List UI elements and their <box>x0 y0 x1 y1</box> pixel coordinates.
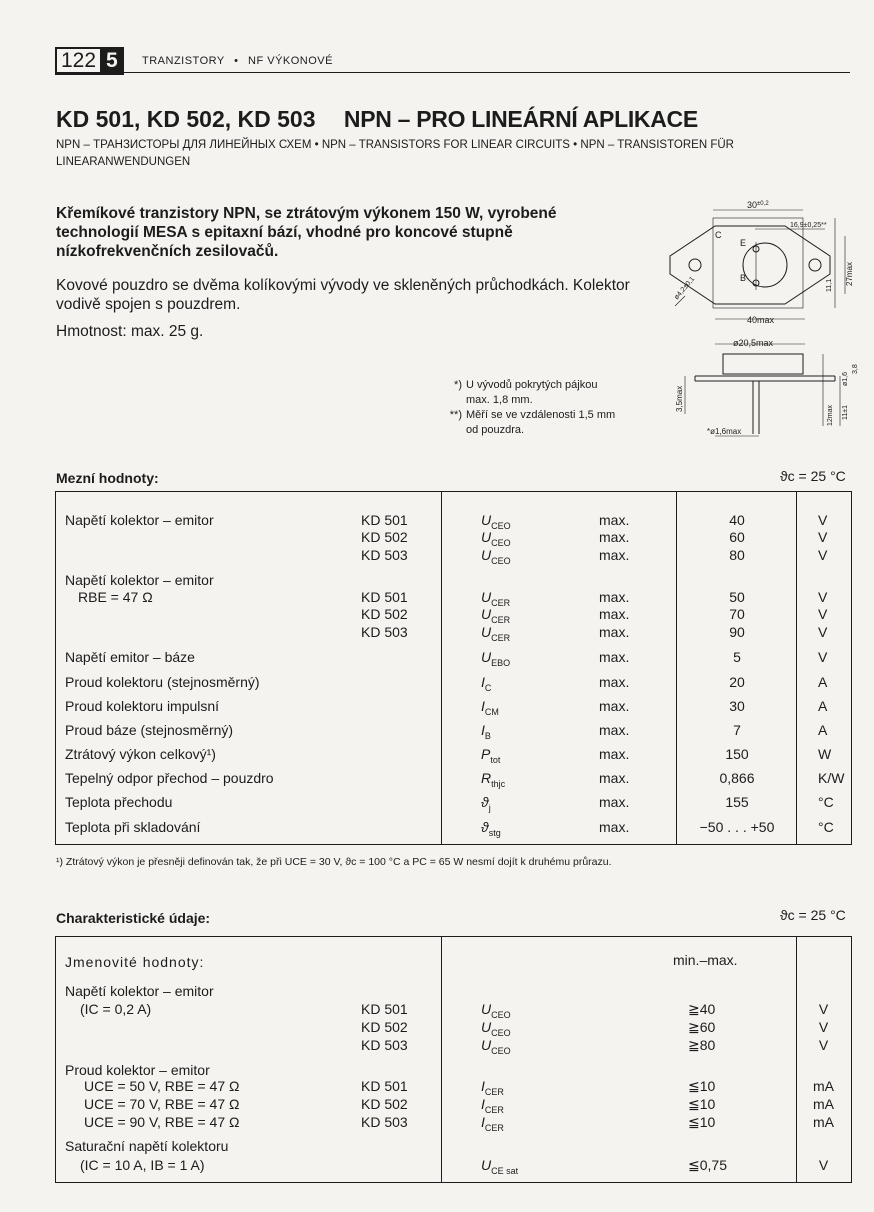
limits-row-6-limit: max. <box>599 624 630 640</box>
page-number: 122 <box>57 49 102 73</box>
limits-row-14-desc: Teplota při skladování <box>65 819 201 835</box>
limits-table <box>55 491 852 845</box>
limits-row-5-limit: max. <box>599 606 630 622</box>
char-row-3-value: ≧80 <box>688 1037 716 1053</box>
char-row-6-symbol-letter: I <box>481 1096 485 1112</box>
limits-row-9-value: 30 <box>729 698 745 714</box>
limits-row-5-value: 70 <box>729 606 745 622</box>
char-row-1-value: ≧40 <box>688 1001 716 1017</box>
char-row-5-unit: mA <box>813 1078 834 1094</box>
char-row-1-symbol-subscript: CEO <box>491 1009 511 1020</box>
limits-row-8-limit: max. <box>599 674 630 690</box>
dim-hole: ø4,2±0,1 <box>673 275 697 302</box>
limits-row-4-value: 50 <box>729 589 745 605</box>
section-number: 5 <box>102 49 122 73</box>
limits-row-5-unit: V <box>818 606 828 622</box>
char-row-5-value: ≦10 <box>688 1078 716 1094</box>
dim-side-right-3: ø1,6 <box>842 371 849 386</box>
limits-row-13-symbol-letter: ϑ <box>481 794 489 810</box>
char-row-7-symbol <box>481 1113 504 1137</box>
char-row-2-value: ≧60 <box>688 1019 716 1035</box>
limits-row-12-symbol-subscript: thjc <box>491 778 506 789</box>
limits-row-5-symbol-subscript: CER <box>491 614 511 625</box>
dim-height-right-2: 27max <box>845 261 854 286</box>
char-row-3-symbol <box>481 1036 511 1060</box>
char-row-2-symbol-subscript: CEO <box>491 1027 511 1038</box>
limits-row-1-limit: max. <box>599 529 630 545</box>
limits-row-2-symbol-subscript: CEO <box>491 555 511 566</box>
limits-row-13-symbol <box>481 793 491 817</box>
limits-row-13-unit: °C <box>818 794 834 810</box>
limits-row-9-symbol-letter: I <box>481 698 485 714</box>
limits-row-7-limit: max. <box>599 649 630 665</box>
dim-side-height: 3,5max <box>675 385 684 412</box>
limits-row-8-symbol-letter: I <box>481 674 485 690</box>
limits-row-11-symbol-subscript: tot <box>490 754 501 765</box>
running-head <box>142 55 333 67</box>
limits-row-13-symbol-subscript: j <box>488 802 491 813</box>
dim-side-width: ø20,5max <box>733 338 774 348</box>
char-row-9-desc: (IC = 10 A, IB = 1 A) <box>80 1157 205 1173</box>
dim-length: 40max <box>747 315 775 325</box>
char-row-1-symbol-letter: U <box>481 1001 492 1017</box>
limits-row-10-symbol <box>481 721 491 745</box>
title-type: NPN – PRO LINEÁRNÍ APLIKACE <box>343 106 698 132</box>
label-emitter: E <box>740 238 747 248</box>
limits-row-1-symbol-subscript: CEO <box>491 537 511 548</box>
limits-row-4-symbol-subscript: CER <box>491 597 511 608</box>
page-title <box>56 106 698 133</box>
char-row-6-model: KD 502 <box>361 1096 408 1112</box>
limits-row-11-symbol-letter: P <box>481 746 491 762</box>
char-row-2-model: KD 502 <box>361 1019 408 1035</box>
limits-row-6-unit: V <box>818 624 828 640</box>
char-row-7-value: ≦10 <box>688 1114 716 1130</box>
limits-row-14-symbol <box>481 818 501 842</box>
dim-side-right-2: 11±1 <box>842 404 849 420</box>
limits-condition: ϑc = 25 °C <box>780 468 846 484</box>
limits-row-12-desc: Tepelný odpor přechod – pouzdro <box>65 770 274 786</box>
limits-row-2-value: 80 <box>729 547 745 563</box>
limits-row-2-symbol <box>481 546 511 570</box>
nominal-values-label: Jmenovité hodnoty: <box>65 954 205 970</box>
limits-row-13-value: 155 <box>725 794 749 810</box>
note-2 <box>448 408 623 438</box>
limits-row-9-desc: Proud kolektoru impulsní <box>65 698 220 714</box>
char-row-3-symbol-letter: U <box>481 1037 492 1053</box>
package-outline-drawing <box>655 196 860 446</box>
lead-text: Křemíkové tranzistory NPN, se ztrátovým výkonem 150 W, vyrobené technologií MESA s epitaxní bází, vhodné pro koncové stupně nízkofrekvenčních zesilovačů. <box>56 205 557 260</box>
char-row-5-model: KD 501 <box>361 1078 408 1094</box>
limits-row-0-limit: max. <box>599 512 630 528</box>
limits-row-10-value: 7 <box>733 722 741 738</box>
limits-row-6-value: 90 <box>729 624 745 640</box>
limits-row-9-unit: A <box>818 698 828 714</box>
mount-hole-right <box>809 259 821 271</box>
limits-row-4-model: KD 501 <box>361 589 408 605</box>
header-rule <box>55 72 850 73</box>
char-row-7-symbol-letter: I <box>481 1114 485 1130</box>
mass-text: Hmotnost: max. 25 g. <box>56 323 204 340</box>
note-2-text: Měří se ve vzdálenosti 1,5 mm od pouzdra. <box>466 409 616 436</box>
limits-row-14-symbol-letter: ϑ <box>481 819 489 835</box>
running-head-right: NF VÝKONOVÉ <box>248 55 333 67</box>
limits-row-0-desc: Napětí kolektor – emitor <box>65 512 214 528</box>
char-row-1-model: KD 501 <box>361 1001 408 1017</box>
char-row-7-symbol-subscript: CER <box>484 1122 504 1133</box>
title-models: KD 501, KD 502, KD 503 <box>56 106 316 132</box>
limits-row-8-value: 20 <box>729 674 745 690</box>
limits-row-7-value: 5 <box>733 649 741 665</box>
limits-row-5-symbol-letter: U <box>481 606 492 622</box>
char-row-4-desc: Proud kolektor – emitor <box>65 1062 210 1078</box>
limits-row-8-desc: Proud kolektoru (stejnosměrný) <box>65 674 260 690</box>
limits-footnote: ¹) Ztrátový výkon je přesněji definován tak, že při UCE = 30 V, ϑc = 100 °C a PC = 65 W nesmí dojít k druhému průrazu. <box>56 856 612 868</box>
limits-row-7-unit: V <box>818 649 828 665</box>
limits-row-12-limit: max. <box>599 770 630 786</box>
limits-row-0-symbol-subscript: CEO <box>491 520 511 531</box>
top-view-can-circle <box>743 243 787 287</box>
limits-row-12-unit: K/W <box>818 770 845 786</box>
char-row-0-desc: Napětí kolektor – emitor <box>65 983 214 999</box>
limits-row-14-value: −50 . . . +50 <box>699 819 775 835</box>
char-row-6-value: ≦10 <box>688 1096 716 1112</box>
limits-row-6-symbol-subscript: CER <box>491 632 511 643</box>
char-row-9-value: ≦0,75 <box>688 1157 727 1173</box>
dim-side-right-4: 3,8 <box>852 364 859 374</box>
limits-row-4-symbol-letter: U <box>481 589 492 605</box>
limits-row-9-symbol <box>481 697 499 721</box>
limits-row-1-value: 60 <box>729 529 745 545</box>
char-row-8-desc: Saturační napětí kolektoru <box>65 1138 229 1154</box>
page-number-box <box>55 47 124 75</box>
limits-row-6-symbol-letter: U <box>481 624 492 640</box>
limits-row-13-desc: Teplota přechodu <box>65 794 173 810</box>
limits-row-11-unit: W <box>818 746 832 762</box>
dim-height-right-1: 11,1 <box>826 278 833 292</box>
char-row-5-desc: UCE = 50 V, RBE = 47 Ω <box>84 1078 240 1094</box>
note-1 <box>448 378 623 408</box>
limits-row-1-symbol-letter: U <box>481 529 492 545</box>
limits-row-9-limit: max. <box>599 698 630 714</box>
limits-row-2-symbol-letter: U <box>481 547 492 563</box>
characteristics-heading: Charakteristické údaje: <box>56 910 211 926</box>
limits-row-9-symbol-subscript: CM <box>484 706 499 717</box>
label-collector: C <box>715 230 722 240</box>
limits-row-7-desc: Napětí emitor – báze <box>65 649 195 665</box>
limits-row-10-symbol-subscript: B <box>484 730 491 741</box>
char-row-7-model: KD 503 <box>361 1114 408 1130</box>
char-row-3-unit: V <box>818 1037 829 1053</box>
limits-row-6-symbol <box>481 623 510 647</box>
characteristics-table <box>55 936 852 1183</box>
char-row-9-symbol-subscript: CE sat <box>491 1165 519 1176</box>
limits-row-12-symbol <box>481 769 505 793</box>
limits-row-10-limit: max. <box>599 722 630 738</box>
dim-width-top: $30^{\pm 0,2}$ <box>747 200 769 210</box>
limits-row-14-symbol-subscript: stg <box>488 827 501 838</box>
char-row-1-desc: (IC = 0,2 A) <box>80 1001 152 1017</box>
top-view-outline <box>670 226 830 304</box>
limits-row-0-symbol-letter: U <box>481 512 492 528</box>
limits-row-14-unit: °C <box>818 819 834 835</box>
description-paragraph: Kovové pouzdro se dvěma kolíkovými vývody ve skleněných průchodkách. Kolektor vodivě spojen s pouzdrem. <box>56 277 630 313</box>
limits-row-7-symbol-subscript: EBO <box>491 657 511 668</box>
limits-heading: Mezní hodnoty: <box>56 470 159 486</box>
char-row-9-symbol <box>481 1156 518 1180</box>
limits-row-10-unit: A <box>818 722 828 738</box>
limits-row-11-limit: max. <box>599 746 630 762</box>
mount-hole-left <box>689 259 701 271</box>
char-row-3-model: KD 503 <box>361 1037 408 1053</box>
multilingual-subtitle: NPN – ТРАНЗИСТОРЫ ДЛЯ ЛИНЕЙНЫХ СХЕМ • NPN – TRANSISTORS FOR LINEAR CIRCUITS • NPN – TRANSISTOREN FÜR LINEARANWENDUNGEN <box>56 139 734 168</box>
char-row-2-symbol-letter: U <box>481 1019 492 1035</box>
limits-row-11-symbol <box>481 745 500 769</box>
limits-row-2-model: KD 503 <box>361 547 408 563</box>
dim-side-right-1: 12max <box>827 404 834 426</box>
char-row-5-symbol-letter: I <box>481 1078 485 1094</box>
dim-inner: 16,9±0,25** <box>790 222 827 229</box>
limits-row-4-unit: V <box>818 589 828 605</box>
limits-row-6-model: KD 503 <box>361 624 408 640</box>
limits-row-0-model: KD 501 <box>361 512 408 528</box>
char-row-7-desc: UCE = 90 V, RBE = 47 Ω <box>84 1114 240 1130</box>
limits-row-7-symbol <box>481 648 510 672</box>
char-row-6-desc: UCE = 70 V, RBE = 47 Ω <box>84 1096 240 1112</box>
limits-row-11-value: 150 <box>725 746 749 762</box>
top-view-frame <box>713 218 803 308</box>
char-row-3-symbol-subscript: CEO <box>491 1045 511 1056</box>
limits-row-10-symbol-letter: I <box>481 722 485 738</box>
char-row-5-symbol-subscript: CER <box>484 1086 504 1097</box>
running-head-bullet: • <box>234 55 239 67</box>
limits-row-4-desc: RBE = 47 Ω <box>78 589 153 605</box>
limits-row-12-value: 0,866 <box>719 770 755 786</box>
char-row-9-unit: V <box>818 1157 829 1173</box>
limits-row-8-symbol <box>481 673 491 697</box>
note-1-text: U vývodů pokrytých pájkou max. 1,8 mm. <box>466 379 598 406</box>
limits-row-14-limit: max. <box>599 819 630 835</box>
char-row-7-unit: mA <box>813 1114 834 1130</box>
side-view-can <box>723 354 803 374</box>
limits-row-12-symbol-letter: R <box>481 770 492 786</box>
limits-row-13-limit: max. <box>599 794 630 810</box>
label-base: B <box>740 273 747 283</box>
limits-row-8-symbol-subscript: C <box>484 682 492 693</box>
note-1-mark: *) <box>454 379 462 391</box>
char-row-6-symbol-subscript: CER <box>484 1104 504 1115</box>
limits-row-11-desc: Ztrátový výkon celkový¹) <box>65 746 216 762</box>
note-2-mark: **) <box>449 409 462 421</box>
char-row-2-unit: V <box>818 1019 829 1035</box>
characteristics-condition: ϑc = 25 °C <box>780 907 846 923</box>
limits-row-1-unit: V <box>818 529 828 545</box>
limits-row-2-limit: max. <box>599 547 630 563</box>
limits-row-8-unit: A <box>818 674 828 690</box>
limits-row-2-unit: V <box>818 547 828 563</box>
limits-row-0-unit: V <box>818 512 828 528</box>
range-label: min.–max. <box>673 952 738 968</box>
limits-row-0-value: 40 <box>729 512 745 528</box>
diagram-notes <box>448 378 623 438</box>
char-row-6-unit: mA <box>813 1096 834 1112</box>
limits-row-3-desc: Napětí kolektor – emitor <box>65 572 214 588</box>
limits-row-10-desc: Proud báze (stejnosměrný) <box>65 722 234 738</box>
limits-row-5-model: KD 502 <box>361 606 408 622</box>
char-row-9-symbol-letter: U <box>481 1157 492 1173</box>
running-head-left: TRANZISTORY <box>142 55 225 67</box>
limits-row-4-limit: max. <box>599 589 630 605</box>
limits-row-1-model: KD 502 <box>361 529 408 545</box>
char-row-1-unit: V <box>818 1001 829 1017</box>
limits-row-7-symbol-letter: U <box>481 649 492 665</box>
dim-pin-diameter: *ø1,6max <box>707 427 742 436</box>
